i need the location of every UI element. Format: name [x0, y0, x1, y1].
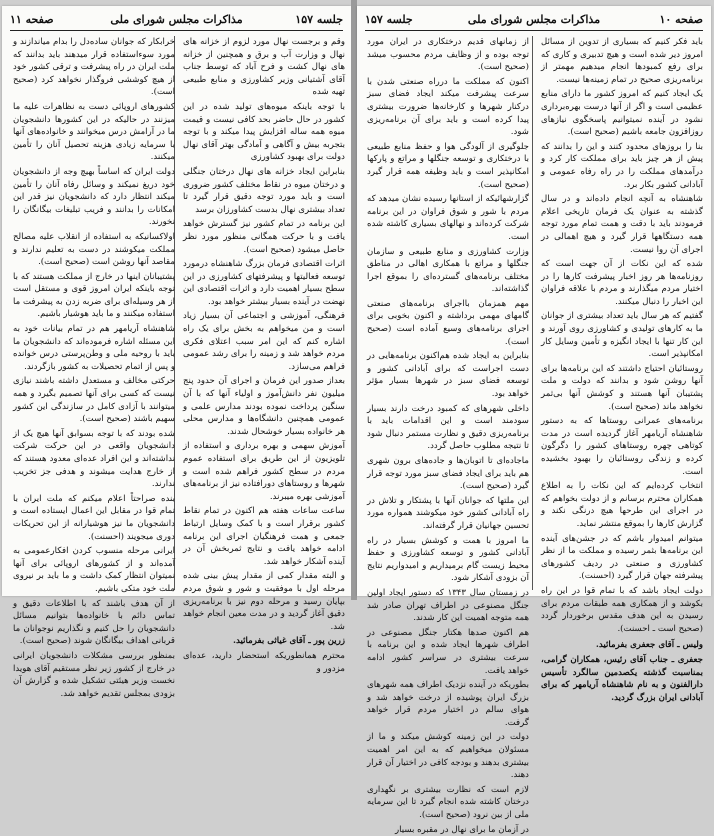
- paragraph: یک ایجاد کنیم که امروز کشور ما دارای منابع عظیمی است و اگر از آنها درست بهره‌برداری نشود در آینده نمیتوانیم پاسخگوی نیازهای روزافزون جامعه باشیم (صحیح است).: [541, 89, 703, 138]
- paragraph: مهم همزمان بااجرای برنامه‌های صنعتی گامهای مهمی برداشته و اکنون بخوبی برای اجرای برنامه‌های وسیع آماده است (صحیح است).: [367, 298, 529, 347]
- page-number: صفحه ۱۰: [659, 13, 703, 26]
- paragraph: شده بودند که با توجه بسوابق آنها هیچ یک از دانشجویان واقعی در این حرکت شرکت نداشته‌اند و این افراد عده‌ای معدود هستند که از خارج هدایت میشوند و هدفی جز تخریب ندارند.: [13, 428, 175, 490]
- right-page: [357, 6, 711, 835]
- paragraph: شده که این نکات از آن جهت است که روزنامه‌ها هر روز اخبار پیشرفت کارها را در اختیار مردم میگذارند و مردم با علاقه فراوان این اخبار را دنبال میکنند.: [541, 259, 703, 307]
- paragraph: شاهنشاه به آنچه انجام داده‌اند و در سال گذشته به عنوان یک فرمان تاریخی اعلام فرمودند باید با دقت و همت تمام مورد توجه همه دستگاهها قرار گیرد و هیچ اهمالی در اجرای آن روا نیست.: [541, 194, 703, 255]
- paragraph: میتوانم امیدوار باشم که در جشن‌های آینده این برنامه‌ها بثمر رسیده و مملکت ما از نظر کشاورزی و صنعتی در ردیف کشورهای پیشرفته جهان قرار گیرد (احسنت).: [541, 533, 703, 582]
- paragraph: از زمانهای قدیم درختکاری در ایران مورد توجه بوده و از وظایف مردم محسوب میشد (صحیح است).: [367, 37, 529, 73]
- paragraph: از آن هدف باشند که با اطلاعات دقیق و تماس دائم با خانواده‌ها بتوانیم مسائل دانشجویان را حل کنیم و نگذاریم نوجوانان ما قربانی اهداف بیگانگان شوند (صحیح است).: [13, 598, 175, 647]
- paragraph: و البته مقدار کمی از مقدار پیش بینی شده مرحله اول با موفقیت و شور و شوق مردم بپایان رسید و مرحله دوم نیز با برنامه‌ریزی دقیق آغاز گردید و در مدت معین انجام خواهد شد.: [183, 571, 345, 632]
- paragraph: ساعت ساعات هفته هم اکنون در تمام نقاط کشور برقرار است و با کمک وسایل ارتباط جمعی و همت فرهنگیان اجرای این برنامه ادامه خواهد یافت و نتایج ثمربخش آن در آینده آشکار خواهد شد.: [183, 506, 345, 567]
- paragraph: این برنامه در تمام کشور نیز گسترش خواهد یافت و با حرکت همگانی منظور مورد نظر حاصل میشود (صحیح است).: [183, 219, 345, 255]
- paragraph: محترم همانطوریکه استحضار دارید، عده‌ای مزدور و: [183, 650, 345, 674]
- paragraph: باید فکر کنیم که بسیاری از تدوین از مسائل امروز دیر شده است و هیچ تدبیری و کاری که برای رفع کمبودها انجام میدهیم مهمتر از برنامه‌ریزی صحیح در تمام زمینه‌ها نیست.: [541, 37, 703, 85]
- paragraph: این ملتها که جوانان آنها با پشتکار و تلاش در راه آبادانی کشور خود میکوشند همواره مورد تحسین جهانیان قرار گرفته‌اند.: [367, 495, 529, 531]
- paragraph: فرهنگی، آموزشی و اجتماعی آن بسیار زیاد است و من میخواهم به بخش برای یک راه اشاره کنم که این امر سبب اعتلای فکری مردم خواهد شد و زمینه را برای رشد عمومی فراهم می‌سازد.: [183, 311, 345, 372]
- paragraph: آموزش سهمی و بهره برداری و استفاده از تلویزیون از این طریق برای استفاده عموم مردم در سطح کشور فراهم شده است و شهرها و روستاهای دورافتاده نیز از برنامه‌های آموزشی بهره میبرند.: [183, 441, 345, 502]
- paragraph: حرکتی مخالف و مستعدل داشته باشند نیازی نیست که کسی برای آنها تصمیم بگیرد و همه میتوانند با آزادی کامل در سازندگی این کشور سهیم باشند (صحیح است).: [13, 376, 175, 425]
- speaker-line: زرین پور ـ آقای غیاثی بفرمائید.: [233, 636, 345, 647]
- right-page-right-column: [541, 36, 703, 703]
- paragraph: داخلی شهرهای که کمبود درخت دارند بسیار سودمند است و این اقدامات باید با برنامه‌ریزی دقیق و نظارت مستمر دنبال شود تا نتیجه مطلوب حاصل گردد.: [367, 403, 529, 452]
- paragraph: اثرات اقتصادی فرمان بزرگ شاهنشاه درمورد توسعه فعالیتها و پیشرفتهای کشاورزی در این سطح بسیار اهمیت دارد و اثرات اقتصادی این نهضت در آینده بسیار بیشتر خواهد بود.: [183, 259, 345, 307]
- page-number: صفحه ۱۱: [10, 13, 54, 26]
- paragraph: کشورهای اروپائی دست به نظاهرات علیه ما میزنند در حالیکه در این کشورها دانشجویان ما در آرامش درس میخوانند و خانواده‌های آنها با سرمایه زیادی هزینه تحصیل آنان را تأمین میکنند.: [13, 101, 175, 163]
- speaker-subheading: ولیس ـ آقای جعفری بفرمائید.: [595, 640, 703, 651]
- paragraph: بعداز صدور این فرمان و اجرای آن حدود پنج میلیون نفر دانش‌آموز و اولیاء آنها که با آن سنگین پرداخت نموده بودند مدارس علمی و عمومی همچنین دانشگاه‌ها و مدارس محلی هر خانواده بسیار خوشحال شدند.: [183, 376, 345, 437]
- speaker-line: جعفری ـ جناب آقای رئیس، همکاران گرامی، بمناسبت گذشته یکصدمین سالگرد تأسیس دارالفنون و به نام شاهنشاه آریامهر که برای آبادانی ایران بزرگ گردید.: [541, 654, 703, 703]
- paragraph: جلوگیری از آلودگی هوا و حفظ منابع طبیعی با درختکاری و توسعه جنگلها و مراتع و پارکها امکانپذیر است و باید وظیفه همه قرار گیرد (صحیح است).: [367, 141, 529, 190]
- paragraph: بنابراین به ایجاد شده هم‌اکنون برنامه‌هایی در دست اجراست که برای آبادانی کشور و توسعه فضای سبز در شهرها بسیار مؤثر خواهد بود.: [367, 351, 529, 400]
- paragraph: هم اکنون صدها هکتار جنگل مصنوعی در اطراف شهرها ایجاد شده و این برنامه با سرعت بیشتری در سراسر کشور ادامه خواهد یافت.: [367, 627, 529, 676]
- paragraph: ما امروز با همت و کوشش بسیار در راه آبادانی کشور و توسعه کشاورزی و حفظ محیط زیست گام برمیداریم و امیدواریم نتایج آن بزودی آشکار شود.: [367, 535, 529, 584]
- paragraph: برنامه‌های عمرانی روستاها که به دستور شاهنشاه آریامهر آغاز گردیده است در مدت کوتاهی چهره روستاهای کشور را دگرگون کرده و زندگی روستائیان را بهبود بخشیده است.: [541, 416, 703, 477]
- left-page-left-column: [13, 36, 175, 699]
- paragraph: روستائیان احتیاج داشتند که این برنامه‌ها برای آنها روشن شود و بدانند که دولت و ملت پشتیبان آنها هستند و کوشش آنها بی‌ثمر نخواهد ماند (صحیح است).: [541, 363, 703, 412]
- paragraph: با توجه باینکه میوه‌های تولید شده در این کشور در حال حاضر بحد کافی نیست و قیمت میوه همه ساله افزایش پیدا میکند و با توجه بتجربه بیش و آگاهی و آمادگی بهتر آقای نهال دولت برای بهبود کشاورزی: [183, 101, 345, 163]
- paragraph: دولت ایجاد باشد که با تمام قوا در این راه بکوشد و از همکاری همه طبقات مردم برای رسیدن به این هدف مقدس برخوردار گردد (صحیح است ـ احسنت).: [541, 585, 703, 634]
- session-number: جلسه ۱۵۷: [365, 13, 413, 26]
- paragraph: انتخاب کرده‌ایم که این نکات را به اطلاع همکاران محترم برسانم و از دولت بخواهم که در اجرای این طرحها هیچ درنگی نکند و گزارش کارها را بموقع منتشر نماید.: [541, 481, 703, 529]
- paragraph: در آزمان ما برای نهال در مقبره بسیار: [394, 824, 529, 835]
- left-page-header: [10, 12, 343, 31]
- right-page-header: [365, 12, 703, 31]
- paragraph: بطوریکه در آینده نزدیک اطراف همه شهرهای بزرگ ایران پوشیده از درخت خواهد شد و هوای سالم در اختیار مردم قرار خواهد گرفت.: [367, 680, 529, 728]
- paragraph: ایرانی مرحله منسوب کردن افکارعمومی به آمده‌اند و از کشورهای اروپائی برای آنها نمیتوان انتظار کمک داشت و ما باید بر نیروی ملت خود متکی باشیم.: [13, 546, 175, 594]
- paragraph: گفتیم که هر سال باید تعداد بیشتری از جوانان ما به کارهای تولیدی و کشاورزی روی آورند و این کار تنها با ایجاد انگیزه و تأمین وسایل کار امکانپذیر است.: [541, 311, 703, 360]
- paragraph: وزارت کشاورزی و منابع طبیعی و سازمان جنگلها و مراتع با همکاری اهالی در مناطق مختلف برنامه‌های گسترده‌ای را بموقع اجرا گذاشته‌اند.: [367, 246, 529, 295]
- running-title: مذاکرات مجلس شورای ملی: [110, 13, 243, 26]
- paragraph: دولت در این زمینه کوشش میکند و ما از مسئولان میخواهیم که به این امر اهمیت بیشتری بدهند و بودجه کافی در اختیار آن قرار دهند.: [367, 732, 529, 781]
- paragraph: در زمستان سال ۱۳۴۳ که دستور ایجاد اولین جنگل مصنوعی در اطراف تهران صادر شد همه متوجه اهمیت این کار شدند.: [367, 587, 529, 624]
- paragraph: بنابراین ایجاد خزانه های نهال درختان جنگلی و درختان میوه در نقاط مختلف کشور ضروری است و باید مورد توجه دقیق قرار گیرد تا تعداد بیشتری نهال بدست کشاورزان برسد: [183, 166, 345, 215]
- right-page-left-column: [367, 36, 529, 835]
- paragraph: گزارشهائیکه از استانها رسیده نشان میدهد که مردم با شور و شوق فراوان در این برنامه شرکت کرده‌اند و نهالهای بسیاری کاشته شده است.: [367, 194, 529, 242]
- paragraph: بمنظور بررسی مشکلات دانشجویان ایرانی در خارج از کشور زیر نظر مستقیم آقای هویدا نخست وزیر هیئتی تشکیل شده و گزارش آن بزودی بمجلس تقدیم خواهد شد.: [13, 650, 175, 699]
- left-page-right-column: [183, 36, 345, 674]
- paragraph: ماجاده‌ای تا اتوبان‌ها و جاده‌های برون شهری هم باید برای ایجاد فضای سبز مورد توجه قرار گیرد (صحیح است).: [367, 456, 529, 492]
- paragraph: دولت ایران که اساساً بهیچ وجه از دانشجویان خود دریغ نمیکند و وسائل رفاه آنان را تأمین میکند انتظار دارد که دانشجویان نیز قدر این امکانات را بدانند و فریب تبلیغات بیگانگان را نخورند.: [13, 166, 175, 228]
- paragraph: اکنون که مملکت ما درراه صنعتی شدن با سرعت پیشرفت میکند ایجاد فضای سبز درکنار شهرها و کارخانه‌ها ضرورت بیشتری پیدا کرده است و باید برای آن برنامه‌ریزی شود.: [367, 76, 529, 138]
- column-divider: [532, 36, 533, 590]
- paragraph: شاهنشاه آریامهر هم در تمام بیانات خود به این مسئله اشاره فرموده‌اند که دانشجویان ما باید با روحیه ملی و وطن‌پرستی درس خوانده و پس از اتمام تحصیلات به کشور بازگردند.: [13, 324, 175, 372]
- left-page: [2, 6, 351, 699]
- paragraph: بنده صراحتاً اعلام میکنم که ملت ایران با تمام قوا در مقابل این اعمال ایستاده است و دانشجویان ما نیز هوشیارانه از این تحریکات دوری میجویند (احسنت).: [13, 493, 175, 542]
- session-number: جلسه ۱۵۷: [295, 13, 343, 26]
- paragraph: وقم و برجست نهال مورد لزوم از خزانه های نهال و وزارت آب و برق و همچنین از خزانه های نهال کشت و فرح آباد که توسط جناب آقای آشتیانی وزیر کشاورزی و منابع طبیعی تهیه شده: [183, 37, 345, 98]
- paragraph: لازم است که نظارت بیشتری بر نگهداری درختان کاشته شده انجام گیرد تا این سرمایه ملی از بین نرود (صحیح است).: [367, 784, 529, 821]
- running-title: مذاکرات مجلس شورای ملی: [467, 13, 601, 26]
- paragraph: اولاکسانیکه به استفاده از انقلاب علیه مصالح مملکت میکوشند در دست به تعلیم ندارند و مقاصد آنها روشن است (صحیح است).: [13, 231, 175, 268]
- paragraph: بنا را بروزهای محدود کنند و این را بدانند که پیش از هر چیز باید برای مملکت کار کرد و درآمدهای مملکت را در راه رفاه عمومی و آبادانی کشور بکار برد.: [541, 141, 703, 190]
- paragraph: پشتیبانان اینها در خارج از مملکت هستند که با توجه باینکه ایران امروز قوی و مستقل است از هر وسیله‌ای برای ضربه زدن به پیشرفت ما استفاده میکنند و ما باید هوشیار باشیم.: [13, 271, 175, 320]
- paragraph: خرابکار که جوانان ساده‌دل را بدام میاندازند و مورد سوءاستفاده قرار میدهند باید بدانند که ملت ایران در راه پیشرفت و ترقی کشور خود از هیچ کوششی فروگذار نخواهد کرد (صحیح است).: [13, 37, 175, 98]
